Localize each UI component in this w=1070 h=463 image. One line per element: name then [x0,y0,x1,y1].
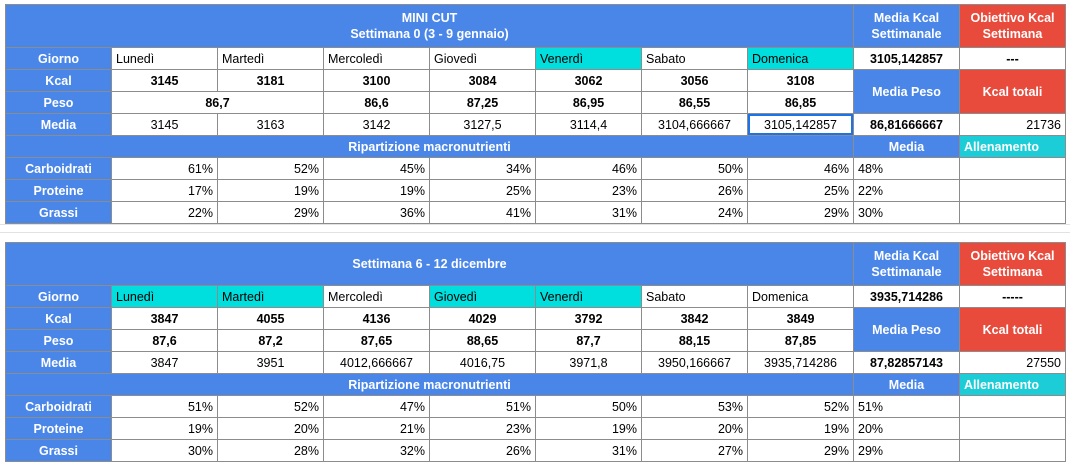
day-cell[interactable]: Giovedì [430,286,536,308]
allenamento-cell[interactable] [960,158,1066,180]
grassi-cell[interactable]: 32% [324,440,430,462]
kcal-cell[interactable]: 3842 [642,308,748,330]
allenamento-cell[interactable] [960,418,1066,440]
carbo-cell[interactable]: 34% [430,158,536,180]
media-peso-value[interactable]: 87,82857143 [854,352,960,374]
carbo-cell[interactable]: 45% [324,158,430,180]
peso-cell[interactable]: 87,2 [218,330,324,352]
media-cell[interactable]: 4012,666667 [324,352,430,374]
carbo-cell[interactable]: 46% [536,158,642,180]
peso-cell[interactable]: 87,85 [748,330,854,352]
media-kcal-value[interactable]: 3935,714286 [854,286,960,308]
ripartizione-header[interactable]: Ripartizione macronutrienti [6,374,854,396]
prot-cell[interactable]: 25% [748,180,854,202]
day-cell[interactable]: Mercoledì [324,286,430,308]
week-title-cell[interactable] [6,5,854,48]
grassi-label[interactable]: Grassi [6,202,112,224]
media-cell[interactable]: 3114,4 [536,114,642,136]
grassi-cell[interactable]: 41% [430,202,536,224]
obiettivo-value[interactable]: ----- [960,286,1066,308]
peso-cell[interactable]: 86,55 [642,92,748,114]
kcal-cell[interactable]: 3849 [748,308,854,330]
kcal-cell[interactable]: 3084 [430,70,536,92]
prot-label[interactable]: Proteine [6,180,112,202]
day-cell[interactable]: Sabato [642,48,748,70]
peso-cell[interactable]: 87,7 [536,330,642,352]
kcal-cell[interactable]: 4055 [218,308,324,330]
carbo-cell[interactable]: 47% [324,396,430,418]
grassi-cell[interactable]: 26% [430,440,536,462]
prot-cell[interactable]: 19% [324,180,430,202]
carbo-media[interactable]: 48% [854,158,960,180]
week-title: Settimana 6 - 12 dicembre [352,257,507,271]
day-cell[interactable]: Lunedì [112,286,218,308]
kcal-totali-value[interactable]: 27550 [960,352,1066,374]
carbo-cell[interactable]: 50% [642,158,748,180]
carbo-cell[interactable]: 52% [218,396,324,418]
carbo-cell[interactable]: 52% [218,158,324,180]
grassi-cell[interactable]: 29% [748,440,854,462]
day-cell[interactable]: Sabato [642,286,748,308]
kcal-totali-header[interactable]: Kcal totali [960,70,1066,114]
kcal-cell[interactable]: 3145 [112,70,218,92]
grassi-label[interactable]: Grassi [6,440,112,462]
day-cell[interactable]: Venerdì [536,286,642,308]
week-subtitle: Settimana 0 (3 - 9 gennaio) [350,27,509,41]
media-peso-value[interactable]: 86,81666667 [854,114,960,136]
media-cell[interactable]: 3163 [218,114,324,136]
media-kcal-value[interactable]: 3105,142857 [854,48,960,70]
carbo-cell[interactable]: 46% [748,158,854,180]
media-cell[interactable]: 3951 [218,352,324,374]
media-peso-header[interactable]: Media Peso [854,308,960,352]
grassi-cell[interactable]: 31% [536,202,642,224]
obiettivo-header[interactable]: Obiettivo Kcal Settimana [960,5,1066,48]
media-cell[interactable]: 3847 [112,352,218,374]
media-cell-selected[interactable]: 3105,142857 [748,114,854,136]
peso-cell[interactable]: 86,6 [324,92,430,114]
week-table-1 [5,4,1066,224]
carbo-label[interactable]: Carboidrati [6,158,112,180]
grassi-cell[interactable]: 24% [642,202,748,224]
peso-cell[interactable]: 88,15 [642,330,748,352]
media-label[interactable]: Media [6,352,112,374]
allenamento-cell[interactable] [960,440,1066,462]
carbo-cell[interactable]: 51% [112,396,218,418]
media-peso-header[interactable]: Media Peso [854,70,960,114]
carbo-cell[interactable]: 53% [642,396,748,418]
media-cell[interactable]: 3145 [112,114,218,136]
prot-media[interactable]: 20% [854,418,960,440]
kcal-cell[interactable]: 3792 [536,308,642,330]
peso-cell[interactable]: 88,65 [430,330,536,352]
kcal-cell[interactable]: 3847 [112,308,218,330]
grassi-media[interactable]: 30% [854,202,960,224]
media-kcal-header[interactable]: Media Kcal Settimanale [854,243,960,286]
carbo-cell[interactable]: 52% [748,396,854,418]
prot-media[interactable]: 22% [854,180,960,202]
prot-cell[interactable]: 17% [112,180,218,202]
peso-cell[interactable]: 87,25 [430,92,536,114]
prot-cell[interactable]: 19% [112,418,218,440]
media-kcal-header[interactable]: Media Kcal Settimanale [854,5,960,48]
obiettivo-value[interactable]: --- [960,48,1066,70]
day-cell[interactable]: Lunedì [112,48,218,70]
media-cell[interactable]: 3950,166667 [642,352,748,374]
media-cell[interactable]: 3935,714286 [748,352,854,374]
peso-cell[interactable]: 87,65 [324,330,430,352]
media-col-header[interactable]: Media [854,136,960,158]
prot-cell[interactable]: 19% [536,418,642,440]
media-cell[interactable]: 3142 [324,114,430,136]
grassi-cell[interactable]: 29% [218,202,324,224]
week-title-cell[interactable] [6,243,854,286]
peso-cell[interactable]: 87,6 [112,330,218,352]
carbo-cell[interactable]: 50% [536,396,642,418]
allenamento-header[interactable]: Allenamento [960,374,1066,396]
allenamento-header[interactable]: Allenamento [960,136,1066,158]
day-cell[interactable]: Giovedì [430,48,536,70]
carbo-label[interactable]: Carboidrati [6,396,112,418]
day-cell[interactable]: Martedì [218,48,324,70]
carbo-cell[interactable]: 51% [430,396,536,418]
prot-cell[interactable]: 23% [536,180,642,202]
kcal-label[interactable]: Kcal [6,308,112,330]
kcal-cell[interactable]: 4136 [324,308,430,330]
carbo-media[interactable]: 51% [854,396,960,418]
media-cell[interactable]: 3127,5 [430,114,536,136]
prot-cell[interactable]: 19% [748,418,854,440]
grassi-cell[interactable]: 27% [642,440,748,462]
peso-cell[interactable]: 86,85 [748,92,854,114]
peso-label[interactable]: Peso [6,92,112,114]
kcal-totali-value[interactable]: 21736 [960,114,1066,136]
kcal-cell[interactable]: 3056 [642,70,748,92]
day-cell[interactable]: Martedì [218,286,324,308]
day-cell[interactable]: Domenica [748,48,854,70]
day-cell[interactable]: Venerdì [536,48,642,70]
day-cell[interactable]: Domenica [748,286,854,308]
kcal-cell[interactable]: 3100 [324,70,430,92]
carbo-cell[interactable]: 61% [112,158,218,180]
media-cell[interactable]: 4016,75 [430,352,536,374]
peso-label[interactable]: Peso [6,330,112,352]
giorno-label[interactable]: Giorno [6,286,112,308]
media-col-header[interactable]: Media [854,374,960,396]
peso-cell[interactable]: 86,95 [536,92,642,114]
kcal-label[interactable]: Kcal [6,70,112,92]
prot-cell[interactable]: 23% [430,418,536,440]
kcal-cell[interactable]: 4029 [430,308,536,330]
grassi-cell[interactable]: 28% [218,440,324,462]
prot-cell[interactable]: 21% [324,418,430,440]
ripartizione-header[interactable]: Ripartizione macronutrienti [6,136,854,158]
grassi-cell[interactable]: 29% [748,202,854,224]
prot-cell[interactable]: 20% [218,418,324,440]
prot-cell[interactable]: 19% [218,180,324,202]
grassi-media[interactable]: 29% [854,440,960,462]
week-table-2 [5,242,1066,462]
prot-cell[interactable]: 20% [642,418,748,440]
kcal-cell[interactable]: 3181 [218,70,324,92]
media-cell[interactable]: 3104,666667 [642,114,748,136]
allenamento-cell[interactable] [960,202,1066,224]
day-cell[interactable]: Mercoledì [324,48,430,70]
gridline [0,232,1070,233]
prot-label[interactable]: Proteine [6,418,112,440]
media-label[interactable]: Media [6,114,112,136]
week-title: MINI CUT [401,11,458,25]
peso-cell[interactable]: 86,7 [112,92,324,114]
prot-cell[interactable]: 26% [642,180,748,202]
kcal-cell[interactable]: 3108 [748,70,854,92]
grassi-cell[interactable]: 22% [112,202,218,224]
prot-cell[interactable]: 25% [430,180,536,202]
giorno-label[interactable]: Giorno [6,48,112,70]
allenamento-cell[interactable] [960,180,1066,202]
kcal-cell[interactable]: 3062 [536,70,642,92]
grassi-cell[interactable]: 30% [112,440,218,462]
grassi-cell[interactable]: 36% [324,202,430,224]
gridline [0,224,1070,225]
allenamento-cell[interactable] [960,396,1066,418]
media-cell[interactable]: 3971,8 [536,352,642,374]
kcal-totali-header[interactable]: Kcal totali [960,308,1066,352]
grassi-cell[interactable]: 31% [536,440,642,462]
obiettivo-header[interactable]: Obiettivo Kcal Settimana [960,243,1066,286]
